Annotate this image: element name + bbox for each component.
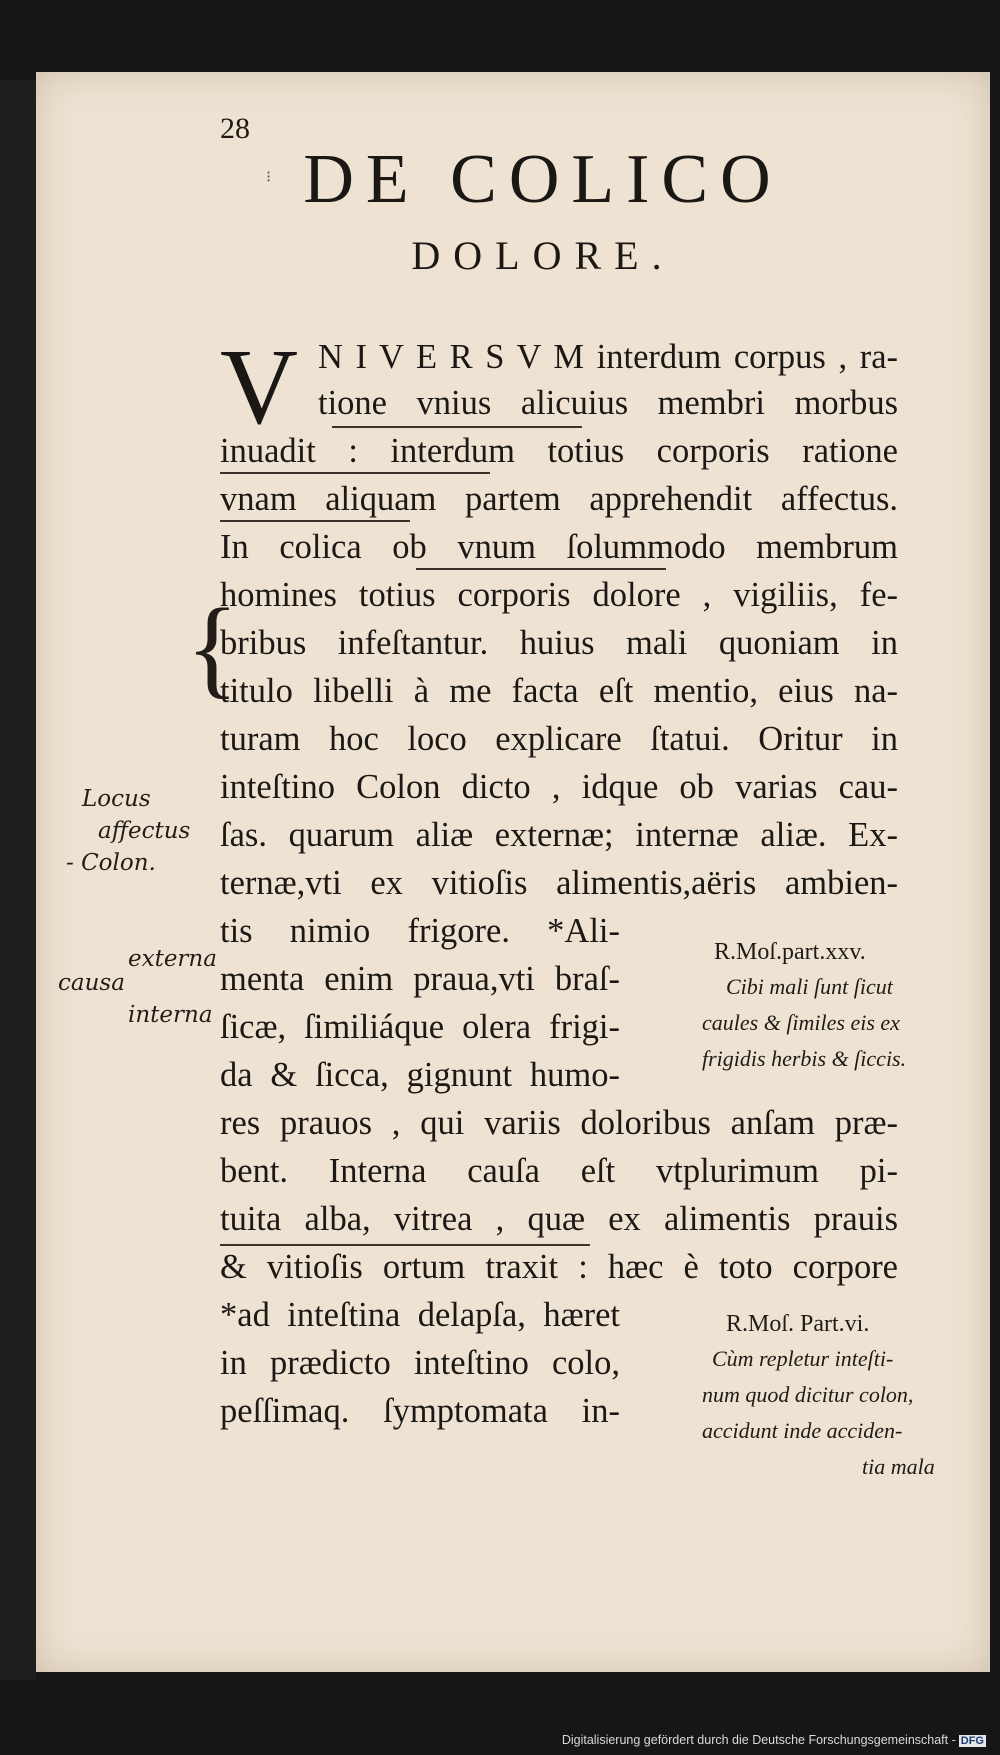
text-line: peſſimaq. ſymptomata in-: [220, 1392, 620, 1430]
text-line: ternæ,vti ex vitioſis alimentis,aëris ambien-: [220, 864, 898, 902]
handwritten-underline: [220, 472, 490, 474]
text-line: bent. Interna cauſa eſt vtplurimum pi-: [220, 1152, 898, 1190]
text-line: *ad inteſtina delapſa, hæret: [220, 1296, 620, 1334]
text-line: turam hoc loco explicare ſtatui. Oritur in: [220, 720, 898, 758]
text-line: In colica ob vnum ſolummodo membrum: [220, 528, 898, 566]
handwritten-underline: [220, 520, 410, 522]
drop-cap-initial: V: [220, 328, 298, 447]
text-line: & vitioſis ortum traxit : hæc è toto corpore: [220, 1248, 898, 1286]
text-line: ſicæ, ſimiliáque olera frigi-: [220, 1008, 620, 1046]
handwritten-note: causa: [58, 970, 125, 996]
footer-text: Digitalisierung gefördert durch die Deutsche Forschungsgemeinschaft -: [561, 1733, 956, 1747]
text-line: inuadit : interdum totius corporis ratione: [220, 432, 898, 470]
side-note-heading: R.Moſ.part.xxv.: [714, 939, 866, 965]
text-line: res prauos , qui variis doloribus anſam præ-: [220, 1104, 898, 1142]
handwritten-underline: [416, 568, 666, 570]
dfg-logo: DFG: [960, 1735, 984, 1747]
text-line: titulo libelli à me facta eſt mentio, eius na-: [220, 672, 898, 710]
book-page: [36, 72, 990, 1672]
handwritten-note: affectus: [98, 818, 191, 844]
side-note-line: Cibi mali ſunt ſicut: [726, 974, 893, 999]
handwritten-note: - Colon.: [66, 850, 156, 876]
side-note-heading: R.Moſ. Part.vi.: [726, 1311, 870, 1337]
page-subtitle: DOLORE.: [411, 233, 675, 278]
handwritten-underline: [332, 426, 582, 428]
handwritten-note: interna: [128, 1002, 213, 1028]
text-line: da & ſicca, gignunt humo-: [220, 1056, 620, 1094]
handwritten-note: externa: [128, 946, 217, 972]
side-note-line: caules & ſimiles eis ex: [702, 1010, 900, 1035]
page-title: DE COLICO: [303, 141, 783, 218]
handwritten-underline: [220, 1244, 590, 1246]
ornament-dots: ⁝: [266, 169, 272, 186]
digitization-footer: [562, 1733, 986, 1747]
side-note-line: tia mala: [862, 1454, 935, 1479]
text-line: menta enim praua,vti braſ-: [220, 960, 620, 998]
text-line: homines totius corporis dolore , vigiliis, fe-: [220, 576, 898, 614]
side-note-line: Cùm repletur inteſti-: [712, 1346, 894, 1371]
text-line: N I V E R S V M interdum corpus , ra-: [318, 338, 898, 376]
text-line: tuita alba, vitrea , quæ ex alimentis prauis: [220, 1200, 898, 1238]
handwritten-bracket: {: [186, 586, 239, 708]
text-line: ſas. quarum aliæ externæ; internæ aliæ. Ex-: [220, 816, 898, 854]
handwritten-note: Locus: [82, 786, 151, 812]
text-line: in prædicto inteſtino colo,: [220, 1344, 620, 1382]
text-line: vnam aliquam partem apprehendit affectus.: [220, 480, 898, 518]
side-note-line: num quod dicitur colon,: [702, 1382, 914, 1407]
text-line: bribus infeſtantur. huius mali quoniam in: [220, 624, 898, 662]
page-number: 28: [220, 112, 250, 145]
book-spine-edge: [0, 80, 36, 1680]
text-line: inteſtino Colon dicto , idque ob varias cau-: [220, 768, 898, 806]
side-note-line: accidunt inde acciden-: [702, 1418, 903, 1443]
side-note-line: frigidis herbis & ſiccis.: [702, 1046, 907, 1071]
text-line: tis nimio frigore. *Ali-: [220, 912, 620, 950]
text-line: tione vnius alicuius membri morbus: [318, 384, 898, 422]
